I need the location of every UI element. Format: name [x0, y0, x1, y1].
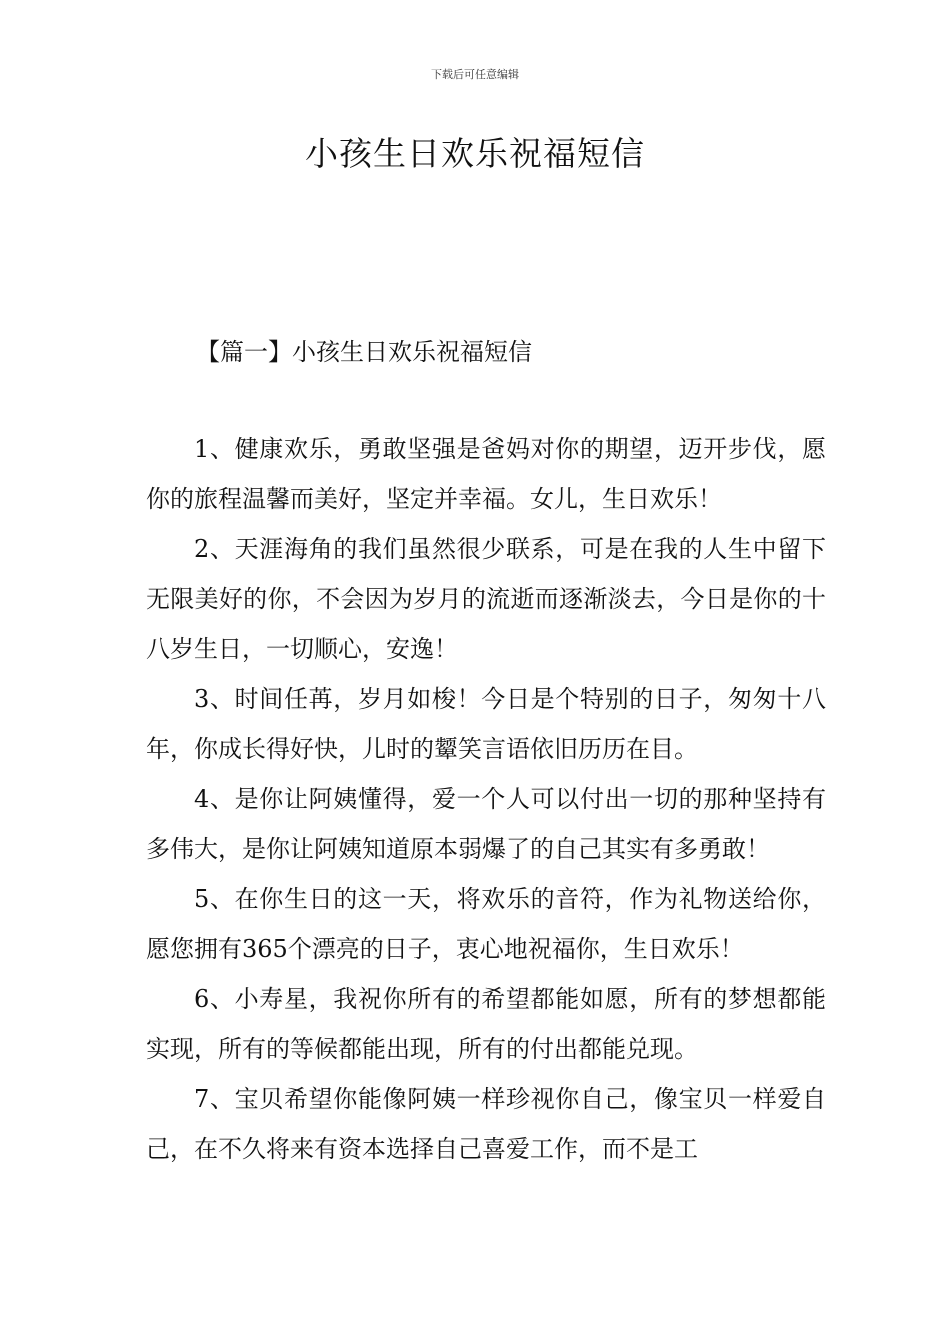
section-heading: 【篇一】小孩生日欢乐祝福短信 — [196, 338, 532, 366]
paragraph-5: 5、在你生日的这一天，将欢乐的音符，作为礼物送给你，愿您拥有365个漂亮的日子，衷心地祝福你，生日欢乐！ — [146, 885, 826, 963]
paragraph-3: 3、时间任苒，岁月如梭！今日是个特别的日子，匆匆十八年，你成长得好快，儿时的颦笑言语依旧历历在目。 — [146, 685, 826, 763]
body-text — [146, 424, 826, 1174]
paragraph-2: 2、天涯海角的我们虽然很少联系，可是在我的人生中留下无限美好的你，不会因为岁月的流逝而逐渐淡去，今日是你的十八岁生日，一切顺心，安逸！ — [146, 535, 826, 663]
paragraph-1: 1、健康欢乐，勇敢坚强是爸妈对你的期望，迈开步伐，愿你的旅程温馨而美好，坚定并幸福。女儿，生日欢乐！ — [146, 435, 826, 513]
paragraph-7: 7、宝贝希望你能像阿姨一样珍视你自己，像宝贝一样爱自己，在不久将来有资本选择自己喜爱工作，而不是工 — [146, 1085, 826, 1163]
paragraph-4: 4、是你让阿姨懂得，爱一个人可以付出一切的那种坚持有多伟大，是你让阿姨知道原本弱爆了的自己其实有多勇敢！ — [146, 785, 826, 863]
document-title: 小孩生日欢乐祝福短信 — [305, 134, 645, 173]
header-note: 下载后可任意编辑 — [431, 68, 519, 81]
paragraph-6: 6、小寿星，我祝你所有的希望都能如愿，所有的梦想都能实现，所有的等候都能出现，所有的付出都能兑现。 — [146, 985, 826, 1063]
